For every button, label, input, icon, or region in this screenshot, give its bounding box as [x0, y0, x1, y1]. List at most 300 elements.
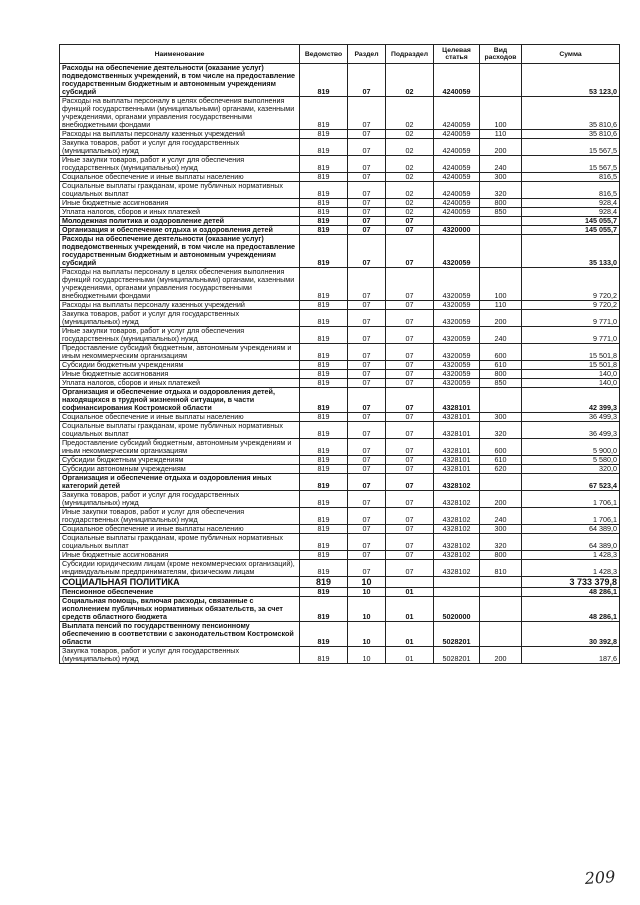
row-name: Социальная помощь, включая расходы, связанные с исполнением публичных нормативных обязательств, за счет средств областного бюджета	[60, 597, 300, 622]
table-row	[60, 217, 620, 226]
row-name: Закупка товаров, работ и услуг для государственных (муниципальных) нужд	[60, 310, 300, 327]
row-celevaya-statya: 4328101	[434, 413, 480, 422]
row-vid-rashodov	[480, 388, 522, 413]
row-name: Субсидии юридическим лицам (кроме некоммерческих организаций), индивидуальным предпринимателям, физическим лицам	[60, 560, 300, 577]
table-row	[60, 491, 620, 508]
table-row	[60, 588, 620, 597]
table-row	[60, 597, 620, 622]
row-name: Расходы на обеспечение деятельности (оказание услуг) подведомственных учреждений, в том числе на предоставление государственным бюджетным и автономным учреждениям субсидий	[60, 64, 300, 97]
table-row	[60, 130, 620, 139]
row-razdel: 10	[348, 577, 386, 588]
row-celevaya-statya: 4240059	[434, 64, 480, 97]
table-row	[60, 388, 620, 413]
row-summa: 5 580,0	[522, 456, 620, 465]
row-vid-rashodov: 110	[480, 130, 522, 139]
row-razdel: 07	[348, 301, 386, 310]
row-vid-rashodov: 610	[480, 456, 522, 465]
table-row	[60, 226, 620, 235]
table-row	[60, 370, 620, 379]
row-razdel: 07	[348, 370, 386, 379]
header-vid-rashodov: Вид расходов	[480, 45, 522, 64]
row-podrazdel: 07	[386, 370, 434, 379]
row-celevaya-statya: 4240059	[434, 173, 480, 182]
row-name: Социальные выплаты гражданам, кроме публичных нормативных социальных выплат	[60, 422, 300, 439]
table-row	[60, 139, 620, 156]
row-podrazdel: 07	[386, 465, 434, 474]
row-celevaya-statya: 4320059	[434, 370, 480, 379]
row-podrazdel: 07	[386, 379, 434, 388]
row-vedomstvo: 819	[300, 379, 348, 388]
row-name: Молодежная политика и оздоровление детей	[60, 217, 300, 226]
row-vid-rashodov: 600	[480, 439, 522, 456]
row-celevaya-statya: 4328101	[434, 439, 480, 456]
row-celevaya-statya: 4328102	[434, 560, 480, 577]
row-podrazdel: 02	[386, 64, 434, 97]
row-summa: 15 501,8	[522, 361, 620, 370]
row-podrazdel: 07	[386, 217, 434, 226]
table-row	[60, 268, 620, 301]
row-razdel: 07	[348, 182, 386, 199]
row-razdel: 07	[348, 344, 386, 361]
row-vid-rashodov: 800	[480, 551, 522, 560]
row-razdel: 07	[348, 525, 386, 534]
row-name: Расходы на выплаты персоналу в целях обеспечения выполнения функций государственными (муниципальными) органами, казенными учреждениями, органами управления государственными внебюджетными фондами	[60, 97, 300, 130]
table-row	[60, 577, 620, 588]
table-row	[60, 301, 620, 310]
row-razdel: 07	[348, 456, 386, 465]
row-podrazdel: 07	[386, 560, 434, 577]
row-celevaya-statya: 4240059	[434, 208, 480, 217]
table-row	[60, 439, 620, 456]
row-celevaya-statya: 5028201	[434, 622, 480, 647]
row-celevaya-statya: 4320000	[434, 226, 480, 235]
row-razdel: 07	[348, 474, 386, 491]
row-summa: 35 810,6	[522, 130, 620, 139]
row-razdel: 07	[348, 361, 386, 370]
row-celevaya-statya: 4328102	[434, 508, 480, 525]
row-celevaya-statya: 4320059	[434, 268, 480, 301]
row-vid-rashodov: 240	[480, 156, 522, 173]
row-vedomstvo: 819	[300, 622, 348, 647]
table-row	[60, 525, 620, 534]
table-row	[60, 64, 620, 97]
table-row	[60, 344, 620, 361]
row-vedomstvo: 819	[300, 361, 348, 370]
row-name: Социальное обеспечение и иные выплаты населению	[60, 525, 300, 534]
table-row	[60, 647, 620, 664]
row-summa: 9 771,0	[522, 310, 620, 327]
row-summa: 15 567,5	[522, 139, 620, 156]
row-celevaya-statya: 4240059	[434, 199, 480, 208]
row-vedomstvo: 819	[300, 301, 348, 310]
row-summa: 42 399,3	[522, 388, 620, 413]
row-vedomstvo: 819	[300, 474, 348, 491]
row-podrazdel: 07	[386, 301, 434, 310]
row-razdel: 07	[348, 327, 386, 344]
row-vedomstvo: 819	[300, 439, 348, 456]
row-summa: 1 706,1	[522, 491, 620, 508]
row-name: Предоставление субсидий бюджетным, автономным учреждениям и иным некоммерческим организациям	[60, 439, 300, 456]
row-podrazdel: 07	[386, 344, 434, 361]
row-podrazdel: 07	[386, 361, 434, 370]
table-row	[60, 235, 620, 268]
row-celevaya-statya: 4240059	[434, 130, 480, 139]
row-name: Закупка товаров, работ и услуг для государственных (муниципальных) нужд	[60, 647, 300, 664]
row-podrazdel: 07	[386, 310, 434, 327]
page-number: 209	[584, 866, 616, 889]
row-razdel: 07	[348, 379, 386, 388]
row-vid-rashodov: 800	[480, 199, 522, 208]
row-name: Уплата налогов, сборов и иных платежей	[60, 208, 300, 217]
row-celevaya-statya: 4328101	[434, 465, 480, 474]
row-razdel: 07	[348, 139, 386, 156]
row-celevaya-statya: 4328102	[434, 551, 480, 560]
row-summa: 36 499,3	[522, 413, 620, 422]
row-razdel: 07	[348, 310, 386, 327]
row-name: Расходы на обеспечение деятельности (оказание услуг) подведомственных учреждений, в том числе на предоставление государственным бюджетным и автономным учреждениям субсидий	[60, 235, 300, 268]
row-summa: 145 055,7	[522, 217, 620, 226]
row-vid-rashodov: 600	[480, 344, 522, 361]
row-name: Организация и обеспечение отдыха и оздоровления детей	[60, 226, 300, 235]
row-vedomstvo: 819	[300, 491, 348, 508]
row-podrazdel: 07	[386, 226, 434, 235]
row-razdel: 10	[348, 647, 386, 664]
row-vedomstvo: 819	[300, 370, 348, 379]
row-podrazdel: 07	[386, 235, 434, 268]
row-podrazdel: 07	[386, 422, 434, 439]
row-vid-rashodov	[480, 235, 522, 268]
row-podrazdel: 01	[386, 622, 434, 647]
row-summa: 9 720,2	[522, 268, 620, 301]
row-vid-rashodov: 850	[480, 208, 522, 217]
row-name: Социальное обеспечение и иные выплаты населению	[60, 173, 300, 182]
row-vedomstvo: 819	[300, 551, 348, 560]
row-summa: 67 523,4	[522, 474, 620, 491]
row-vid-rashodov	[480, 226, 522, 235]
row-celevaya-statya	[434, 588, 480, 597]
row-name: Организация и обеспечение отдыха и оздоровления иных категорий детей	[60, 474, 300, 491]
row-razdel: 07	[348, 64, 386, 97]
row-celevaya-statya: 4328102	[434, 474, 480, 491]
row-podrazdel: 07	[386, 491, 434, 508]
row-podrazdel: 02	[386, 173, 434, 182]
row-vedomstvo: 819	[300, 465, 348, 474]
row-vedomstvo: 819	[300, 310, 348, 327]
row-podrazdel: 02	[386, 139, 434, 156]
row-razdel: 07	[348, 508, 386, 525]
row-vid-rashodov	[480, 622, 522, 647]
row-vid-rashodov	[480, 588, 522, 597]
row-podrazdel: 07	[386, 268, 434, 301]
row-vedomstvo: 819	[300, 422, 348, 439]
table-row	[60, 422, 620, 439]
row-razdel: 07	[348, 268, 386, 301]
row-vedomstvo: 819	[300, 327, 348, 344]
header-podrazdel: Подраздел	[386, 45, 434, 64]
row-summa: 53 123,0	[522, 64, 620, 97]
row-summa: 320,0	[522, 465, 620, 474]
row-vid-rashodov: 110	[480, 301, 522, 310]
table-row	[60, 474, 620, 491]
row-celevaya-statya: 4328102	[434, 525, 480, 534]
row-vid-rashodov: 850	[480, 379, 522, 388]
row-summa: 64 389,0	[522, 525, 620, 534]
row-podrazdel: 07	[386, 508, 434, 525]
row-celevaya-statya: 4320059	[434, 327, 480, 344]
table-row	[60, 534, 620, 551]
row-celevaya-statya: 4320059	[434, 301, 480, 310]
row-name: Социальное обеспечение и иные выплаты населению	[60, 413, 300, 422]
row-vedomstvo: 819	[300, 588, 348, 597]
row-name: Субсидии бюджетным учреждениям	[60, 456, 300, 465]
row-podrazdel: 02	[386, 97, 434, 130]
row-podrazdel: 07	[386, 413, 434, 422]
header-row	[60, 45, 620, 64]
row-celevaya-statya: 4328101	[434, 422, 480, 439]
row-vedomstvo: 819	[300, 268, 348, 301]
row-name: Предоставление субсидий бюджетным, автономным учреждениям и иным некоммерческим организациям	[60, 344, 300, 361]
row-razdel: 07	[348, 560, 386, 577]
row-vid-rashodov: 200	[480, 647, 522, 664]
row-podrazdel: 07	[386, 439, 434, 456]
row-vid-rashodov: 240	[480, 327, 522, 344]
row-celevaya-statya: 4320059	[434, 310, 480, 327]
row-vid-rashodov: 300	[480, 173, 522, 182]
row-podrazdel: 07	[386, 474, 434, 491]
row-celevaya-statya: 5028201	[434, 647, 480, 664]
row-vedomstvo: 819	[300, 217, 348, 226]
row-celevaya-statya: 4328101	[434, 456, 480, 465]
table-row	[60, 379, 620, 388]
row-summa: 64 389,0	[522, 534, 620, 551]
row-vid-rashodov: 200	[480, 139, 522, 156]
row-vid-rashodov: 620	[480, 465, 522, 474]
row-razdel: 07	[348, 156, 386, 173]
table-row	[60, 173, 620, 182]
row-name: Расходы на выплаты персоналу казенных учреждений	[60, 130, 300, 139]
row-celevaya-statya: 4320059	[434, 379, 480, 388]
table-row	[60, 199, 620, 208]
row-summa: 1 706,1	[522, 508, 620, 525]
row-razdel: 07	[348, 208, 386, 217]
row-razdel: 07	[348, 422, 386, 439]
row-summa: 140,0	[522, 370, 620, 379]
row-summa: 35 133,0	[522, 235, 620, 268]
row-vid-rashodov	[480, 474, 522, 491]
row-vid-rashodov	[480, 64, 522, 97]
row-name: Субсидии бюджетным учреждениям	[60, 361, 300, 370]
row-summa: 1 428,3	[522, 551, 620, 560]
row-vedomstvo: 819	[300, 182, 348, 199]
row-celevaya-statya: 4320059	[434, 361, 480, 370]
row-name: Закупка товаров, работ и услуг для государственных (муниципальных) нужд	[60, 139, 300, 156]
row-summa: 35 810,6	[522, 97, 620, 130]
row-vedomstvo: 819	[300, 534, 348, 551]
row-razdel: 07	[348, 173, 386, 182]
row-celevaya-statya: 4320059	[434, 344, 480, 361]
row-razdel: 07	[348, 226, 386, 235]
row-vedomstvo: 819	[300, 226, 348, 235]
row-vid-rashodov: 320	[480, 534, 522, 551]
row-podrazdel: 07	[386, 327, 434, 344]
table-row	[60, 508, 620, 525]
row-vedomstvo: 819	[300, 413, 348, 422]
row-name: Социальные выплаты гражданам, кроме публичных нормативных социальных выплат	[60, 534, 300, 551]
row-celevaya-statya: 4328102	[434, 491, 480, 508]
row-summa: 9 720,2	[522, 301, 620, 310]
row-vid-rashodov: 200	[480, 491, 522, 508]
row-vedomstvo: 819	[300, 139, 348, 156]
row-name: Иные закупки товаров, работ и услуг для обеспечения государственных (муниципальных) нужд	[60, 156, 300, 173]
row-razdel: 10	[348, 597, 386, 622]
row-celevaya-statya: 4320059	[434, 235, 480, 268]
row-summa: 48 286,1	[522, 597, 620, 622]
row-vedomstvo: 819	[300, 173, 348, 182]
header-razdel: Раздел	[348, 45, 386, 64]
table-row	[60, 310, 620, 327]
row-name: Иные закупки товаров, работ и услуг для обеспечения государственных (муниципальных) нужд	[60, 327, 300, 344]
row-podrazdel: 02	[386, 208, 434, 217]
row-summa: 15 567,5	[522, 156, 620, 173]
row-vedomstvo: 819	[300, 130, 348, 139]
table-row	[60, 182, 620, 199]
row-vedomstvo: 819	[300, 525, 348, 534]
row-vedomstvo: 819	[300, 344, 348, 361]
row-vid-rashodov: 200	[480, 310, 522, 327]
row-name: Закупка товаров, работ и услуг для государственных (муниципальных) нужд	[60, 491, 300, 508]
row-summa: 140,0	[522, 379, 620, 388]
row-vid-rashodov	[480, 597, 522, 622]
row-celevaya-statya: 4240059	[434, 97, 480, 130]
row-name: Организация и обеспечение отдыха и оздоровления детей, находящихся в трудной жизненной ситуации, в части софинансирования Костромской области	[60, 388, 300, 413]
row-name: СОЦИАЛЬНАЯ ПОЛИТИКА	[60, 577, 300, 588]
row-podrazdel: 07	[386, 551, 434, 560]
row-podrazdel: 02	[386, 199, 434, 208]
row-name: Выплата пенсий по государственному пенсионному обеспечению в соответствии с законодательством Костромской области	[60, 622, 300, 647]
row-vedomstvo: 819	[300, 456, 348, 465]
row-name: Иные бюджетные ассигнования	[60, 199, 300, 208]
row-razdel: 07	[348, 491, 386, 508]
row-vid-rashodov: 300	[480, 525, 522, 534]
row-celevaya-statya: 4240059	[434, 182, 480, 199]
row-vedomstvo: 819	[300, 156, 348, 173]
row-vid-rashodov: 100	[480, 268, 522, 301]
row-name: Социальные выплаты гражданам, кроме публичных нормативных социальных выплат	[60, 182, 300, 199]
table-row	[60, 97, 620, 130]
row-name: Расходы на выплаты персоналу казенных учреждений	[60, 301, 300, 310]
row-summa: 9 771,0	[522, 327, 620, 344]
row-podrazdel: 07	[386, 534, 434, 551]
budget-sheet	[59, 44, 619, 664]
row-vid-rashodov: 800	[480, 370, 522, 379]
header-summa: Сумма	[522, 45, 620, 64]
row-summa: 48 286,1	[522, 588, 620, 597]
row-razdel: 07	[348, 235, 386, 268]
row-celevaya-statya: 4240059	[434, 139, 480, 156]
row-summa: 36 499,3	[522, 422, 620, 439]
row-razdel: 07	[348, 413, 386, 422]
row-summa: 145 055,7	[522, 226, 620, 235]
row-vid-rashodov: 300	[480, 413, 522, 422]
row-name: Уплата налогов, сборов и иных платежей	[60, 379, 300, 388]
table-row	[60, 622, 620, 647]
row-podrazdel	[386, 577, 434, 588]
row-summa: 816,5	[522, 173, 620, 182]
row-razdel: 07	[348, 465, 386, 474]
row-name: Расходы на выплаты персоналу в целях обеспечения выполнения функций государственными (муниципальными) органами, казенными учреждениями, органами управления государственными внебюджетными фондами	[60, 268, 300, 301]
row-vid-rashodov: 100	[480, 97, 522, 130]
table-body	[60, 64, 620, 664]
row-name: Пенсионное обеспечение	[60, 588, 300, 597]
row-summa: 15 501,8	[522, 344, 620, 361]
row-razdel: 07	[348, 388, 386, 413]
table-row	[60, 361, 620, 370]
row-razdel: 07	[348, 439, 386, 456]
row-summa: 1 428,3	[522, 560, 620, 577]
row-vid-rashodov: 320	[480, 182, 522, 199]
row-vid-rashodov: 240	[480, 508, 522, 525]
row-podrazdel: 07	[386, 388, 434, 413]
row-name: Субсидии автономным учреждениям	[60, 465, 300, 474]
row-vedomstvo: 819	[300, 64, 348, 97]
row-razdel: 07	[348, 97, 386, 130]
row-razdel: 07	[348, 534, 386, 551]
row-celevaya-statya: 4328102	[434, 534, 480, 551]
row-razdel: 07	[348, 217, 386, 226]
row-vedomstvo: 819	[300, 577, 348, 588]
row-summa: 187,6	[522, 647, 620, 664]
row-name: Иные бюджетные ассигнования	[60, 551, 300, 560]
row-vedomstvo: 819	[300, 199, 348, 208]
row-name: Иные бюджетные ассигнования	[60, 370, 300, 379]
row-summa: 816,5	[522, 182, 620, 199]
table-row	[60, 456, 620, 465]
row-vedomstvo: 819	[300, 388, 348, 413]
row-vedomstvo: 819	[300, 508, 348, 525]
row-summa: 30 392,8	[522, 622, 620, 647]
row-podrazdel: 02	[386, 156, 434, 173]
row-celevaya-statya	[434, 577, 480, 588]
row-podrazdel: 01	[386, 597, 434, 622]
table-row	[60, 208, 620, 217]
row-vedomstvo: 819	[300, 560, 348, 577]
header-vedomstvo: Ведомство	[300, 45, 348, 64]
row-razdel: 07	[348, 551, 386, 560]
table-row	[60, 465, 620, 474]
row-vedomstvo: 819	[300, 597, 348, 622]
table-row	[60, 413, 620, 422]
row-vid-rashodov: 810	[480, 560, 522, 577]
row-razdel: 10	[348, 622, 386, 647]
row-vid-rashodov	[480, 577, 522, 588]
row-podrazdel: 02	[386, 130, 434, 139]
row-razdel: 07	[348, 199, 386, 208]
table-row	[60, 551, 620, 560]
row-vid-rashodov: 610	[480, 361, 522, 370]
row-summa: 928,4	[522, 208, 620, 217]
table-row	[60, 327, 620, 344]
row-celevaya-statya: 4328101	[434, 388, 480, 413]
row-razdel: 07	[348, 130, 386, 139]
row-vedomstvo: 819	[300, 208, 348, 217]
row-celevaya-statya: 4240059	[434, 156, 480, 173]
row-podrazdel: 02	[386, 182, 434, 199]
row-vedomstvo: 819	[300, 647, 348, 664]
row-podrazdel: 07	[386, 525, 434, 534]
row-vedomstvo: 819	[300, 235, 348, 268]
row-podrazdel: 01	[386, 647, 434, 664]
header-name: Наименование	[60, 45, 300, 64]
